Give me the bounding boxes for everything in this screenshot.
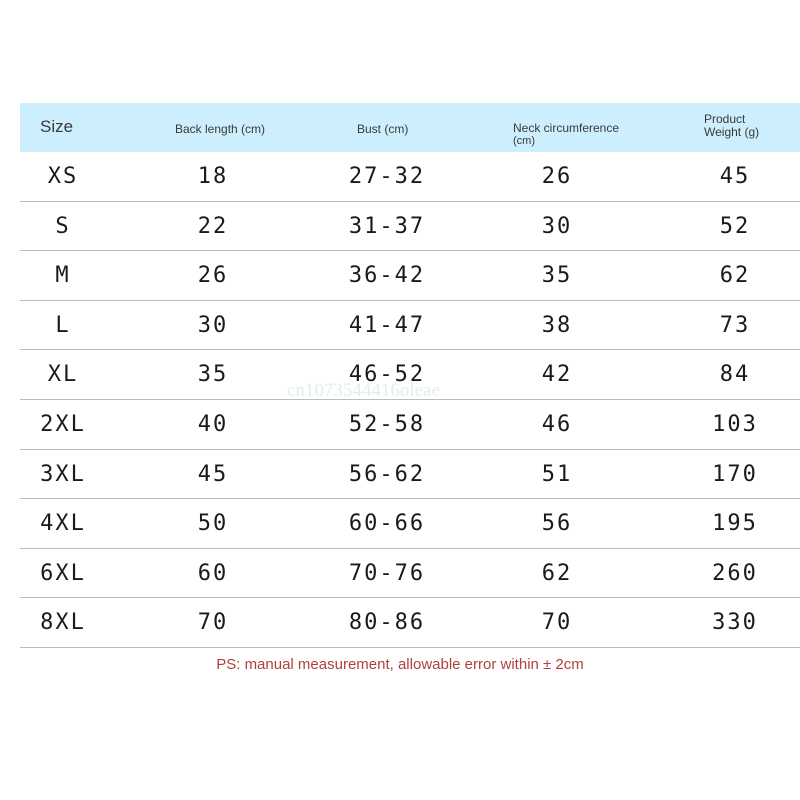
measurement-note: PS: manual measurement, allowable error within ± 2cm — [216, 656, 584, 673]
cell-weight: 330 — [712, 610, 758, 636]
cell-size: 8XL — [40, 610, 86, 636]
cell-bust: 31-37 — [348, 213, 426, 239]
cell-size: 2XL — [40, 411, 86, 437]
cell-weight: 84 — [719, 362, 751, 388]
watermark: cn1073544416oleae — [287, 380, 441, 401]
header-neck-line1: Neck circumference — [513, 121, 620, 135]
cell-size: XS — [47, 164, 79, 189]
cell-back-length: 35 — [197, 362, 229, 388]
cell-bust: 46-52 — [348, 362, 426, 388]
cell-size: XL — [47, 362, 79, 388]
cell-neck: 35 — [541, 263, 573, 289]
cell-neck: 42 — [541, 362, 573, 388]
table-header — [20, 103, 800, 152]
cell-bust: 70-76 — [348, 560, 426, 586]
cell-bust: 60-66 — [348, 511, 426, 537]
table-row — [20, 400, 800, 450]
cell-weight: 52 — [719, 213, 751, 239]
table-row — [20, 251, 800, 301]
cell-back-length: 30 — [197, 312, 229, 338]
cell-neck: 46 — [541, 411, 573, 437]
cell-neck: 30 — [541, 213, 573, 239]
cell-bust: 56-62 — [348, 461, 426, 487]
cell-size: 6XL — [40, 560, 86, 586]
cell-size: M — [55, 263, 71, 289]
header-neck-line2: (cm) — [513, 135, 535, 147]
cell-back-length: 40 — [197, 411, 229, 437]
cell-weight: 260 — [712, 560, 758, 586]
size-table — [20, 103, 800, 648]
cell-weight: 103 — [712, 411, 758, 437]
cell-bust: 41-47 — [348, 312, 426, 338]
header-size: Size — [40, 117, 74, 136]
cell-back-length: 18 — [197, 164, 229, 189]
table-row — [20, 499, 800, 549]
table-row — [20, 202, 800, 252]
header-back-length: Back length (cm) — [175, 122, 266, 136]
cell-bust: 52-58 — [348, 411, 426, 437]
header-weight-line2: Weight (g) — [704, 125, 760, 139]
cell-neck: 56 — [541, 511, 573, 537]
cell-neck: 38 — [541, 312, 573, 338]
cell-weight: 62 — [719, 263, 751, 289]
header-weight-line1: Product — [704, 112, 746, 126]
cell-bust: 27-32 — [348, 164, 426, 189]
table-row — [20, 598, 800, 648]
cell-back-length: 60 — [197, 560, 229, 586]
cell-neck: 62 — [541, 560, 573, 586]
cell-weight: 170 — [712, 461, 758, 487]
header-product-weight — [704, 113, 784, 139]
cell-neck: 51 — [541, 461, 573, 487]
table-row — [20, 450, 800, 500]
cell-neck: 26 — [541, 164, 573, 189]
cell-bust: 80-86 — [348, 610, 426, 636]
cell-bust: 36-42 — [348, 263, 426, 289]
cell-weight: 73 — [719, 312, 751, 338]
cell-size: 3XL — [40, 461, 86, 487]
cell-back-length: 26 — [197, 263, 229, 289]
header-bust: Bust (cm) — [357, 122, 409, 136]
cell-size: 4XL — [40, 511, 86, 537]
table-row — [20, 152, 800, 202]
cell-neck: 70 — [541, 610, 573, 636]
cell-weight: 45 — [719, 164, 751, 189]
cell-size: S — [55, 213, 71, 239]
table-row — [20, 350, 800, 400]
cell-back-length: 45 — [197, 461, 229, 487]
table-row — [20, 549, 800, 599]
cell-back-length: 70 — [197, 610, 229, 636]
cell-size: L — [55, 312, 71, 338]
table-row — [20, 301, 800, 351]
cell-back-length: 22 — [197, 213, 229, 239]
cell-back-length: 50 — [197, 511, 229, 537]
header-neck-circumference — [513, 122, 643, 148]
cell-weight: 195 — [712, 511, 758, 537]
